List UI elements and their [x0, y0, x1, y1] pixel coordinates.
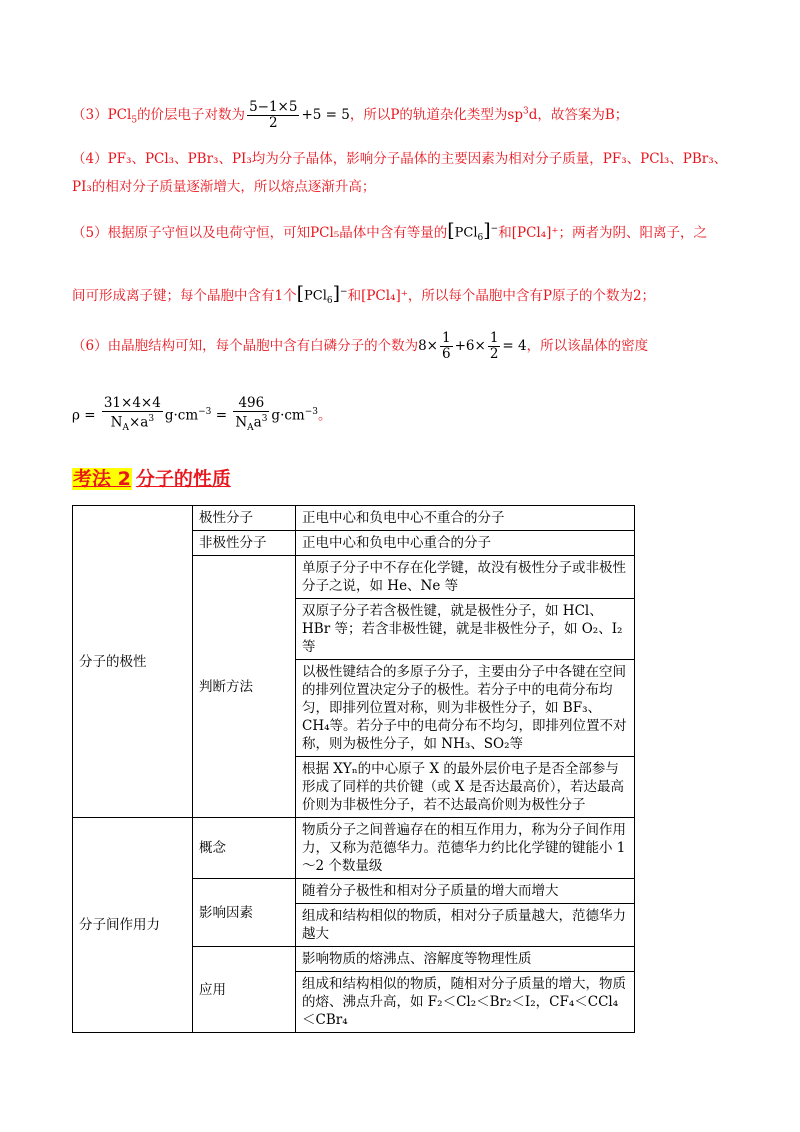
den2-sup: 3 [261, 414, 268, 424]
density-unit-2: g·cm [271, 407, 305, 424]
den1-n: N [110, 414, 123, 431]
den1-b: ×a [128, 414, 149, 431]
application-1: 影响物质的熔沸点、溶解度等物理性质 [296, 947, 635, 972]
factor-1: 随着分子极性和相对分子质量的增大而增大 [296, 879, 635, 904]
method-1: 单原子分子中不存在化学键，故没有极性分子或非极性分子之说，如 He、Ne 等 [296, 556, 635, 599]
p6-expr-2: +6× [454, 338, 486, 354]
p3-sub: 5 [131, 115, 138, 126]
p6-expr-3: = 4 [502, 338, 527, 354]
density-unit-2-sup: −3 [304, 407, 318, 418]
method-4: 根据 XYₙ的中心原子 X 的最外层价电子是否全部参与形成了同样的共价键（或 X 是否达最高价），若达最高价则为非极性分子，若不达最高价则为极性分子 [296, 757, 635, 818]
answer-part-5-line-2 [72, 281, 655, 312]
p3-frac-den: 2 [268, 115, 278, 131]
factor-2: 组成和结构相似的物质，相对分子质量越大，范德华力越大 [296, 904, 635, 947]
p3-frac-num: 5−1×5 [249, 99, 298, 115]
method-2: 双原子分子若含极性键，就是极性分子，如 HCl、HBr 等；若含非极性键，就是非极性分子，如 O₂、I₂ 等 [296, 599, 635, 660]
density-fraction-1 [102, 396, 163, 436]
polar-desc: 正电中心和负电中心不重合的分子 [296, 506, 635, 531]
category-polarity: 分子的极性 [73, 506, 193, 818]
p6-frac2-num: 1 [489, 330, 499, 346]
density-formula [72, 396, 332, 436]
answer-part-5-line-1 [72, 218, 707, 249]
section-label: 考法 2 [73, 468, 131, 490]
application-label: 应用 [193, 947, 296, 1033]
p6-frac1-den: 6 [442, 346, 451, 362]
p3-fraction [247, 100, 299, 131]
p4-line-2: PI₃的相对分子质量逐渐增大，所以熔点逐渐升高； [72, 179, 376, 195]
molecular-properties-table [72, 505, 635, 1033]
method-3: 以极性键结合的多原子分子，主要由分子中各键在空间的排列位置决定分子的极性。若分子中的电荷分布均匀，即排列位置对称，则为非极性分子，如 BF₃、CH₄等。若分子中的电荷分布不均匀，即排列位置不对称，则为极性分子，如 NH₃、SO₂等 [296, 660, 635, 757]
pcl6-ion-1-sub: 6 [477, 232, 484, 243]
pcl6-ion-2-charge: − [340, 287, 348, 297]
p6-frac2-den: 2 [489, 346, 499, 362]
den2-b: a [253, 414, 262, 431]
method-label: 判断方法 [193, 556, 296, 818]
density-num-2: 496 [233, 396, 269, 412]
p6-text-b: ，所以该晶体的密度 [526, 338, 649, 354]
p6-fraction-1 [440, 331, 453, 362]
nonpolar-label: 非极性分子 [193, 531, 296, 556]
application-2: 组成和结构相似的物质，随相对分子质量的增大，物质的熔、沸点升高，如 F₂＜Cl₂＜Br₂＜I₂，CF₄＜CCl₄＜CBr₄ [296, 972, 635, 1033]
pcl6-ion-2-formula: PCl [304, 288, 327, 304]
answer-part-3 [72, 100, 628, 132]
concept-desc: 物质分子之间普遍存在的相互作用力，称为分子间作用力，又称为范德华力。范德华力约比化学键的键能小 1～2 个数量级 [296, 818, 635, 879]
concept-label: 概念 [193, 818, 296, 879]
table-row [73, 818, 635, 879]
section-title: 分子的性质 [135, 468, 231, 490]
p6-expr-1: 8× [418, 338, 438, 354]
p5-text-d: 和[PCl₄]⁺，所以每个晶胞中含有P原子的个数为2； [347, 287, 656, 304]
pcl6-ion-1-charge: − [490, 224, 499, 234]
p6-fraction-2 [488, 331, 501, 362]
density-end: 。 [318, 407, 332, 424]
p4-line-1: （4）PF₃、PCl₃、PBr₃、PI₃均为分子晶体，影响分子晶体的主要因素为相对分子质量，PF₃、PCl₃、PBr₃、 [72, 151, 728, 167]
density-rho: ρ = [72, 407, 96, 424]
pcl6-ion-2: [PCl$_6$]− [296, 282, 348, 306]
table-row [73, 506, 635, 531]
den1-sup: 3 [148, 414, 155, 424]
density-den-2 [233, 412, 269, 436]
density-equals: = [215, 407, 228, 424]
p3-sup: 3 [523, 106, 529, 117]
density-fraction-2 [233, 396, 269, 436]
p3-text-b: 的价层电子对数为 [137, 107, 246, 123]
density-den-1 [102, 412, 163, 436]
answer-part-6 [72, 331, 648, 362]
den2-sub: A [247, 423, 254, 434]
category-intermolecular: 分子间作用力 [73, 818, 193, 1033]
den1-sub: A [122, 423, 129, 434]
p3-text-d: ，所以P的轨道杂化类型为sp [349, 107, 523, 123]
p5-text-b: 和[PCl₄]⁺；两者为阴、阳离子，之 [498, 224, 708, 241]
section-heading [72, 466, 231, 492]
pcl6-ion-1: [PCl$_6$]− [447, 219, 499, 243]
polar-label: 极性分子 [193, 506, 296, 531]
factor-label: 影响因素 [193, 879, 296, 947]
pcl6-ion-2-sub: 6 [326, 295, 333, 306]
nonpolar-desc: 正电中心和负电中心重合的分子 [296, 531, 635, 556]
answer-part-4 [72, 148, 727, 198]
density-unit-1-sup: −3 [198, 407, 212, 418]
p3-text-a: （3）PCl [72, 107, 132, 123]
density-unit-1: g·cm [164, 407, 199, 424]
p5-text-a: （5）根据原子守恒以及电荷守恒，可知PCl₅晶体中含有等量的 [72, 224, 448, 241]
p6-frac1-num: 1 [442, 330, 451, 346]
p6-text-a: （6）由晶胞结构可知，每个晶胞中含有白磷分子的个数为 [72, 338, 419, 354]
den2-n: N [235, 414, 248, 431]
pcl6-ion-1-formula: PCl [454, 225, 478, 241]
p5-text-c: 间可形成离子键；每个晶胞中含有1个 [72, 287, 297, 304]
density-num-1: 31×4×4 [103, 395, 161, 411]
p3-text-e: d，故答案为B； [528, 107, 629, 123]
p3-text-c: +5 = 5 [301, 107, 350, 123]
